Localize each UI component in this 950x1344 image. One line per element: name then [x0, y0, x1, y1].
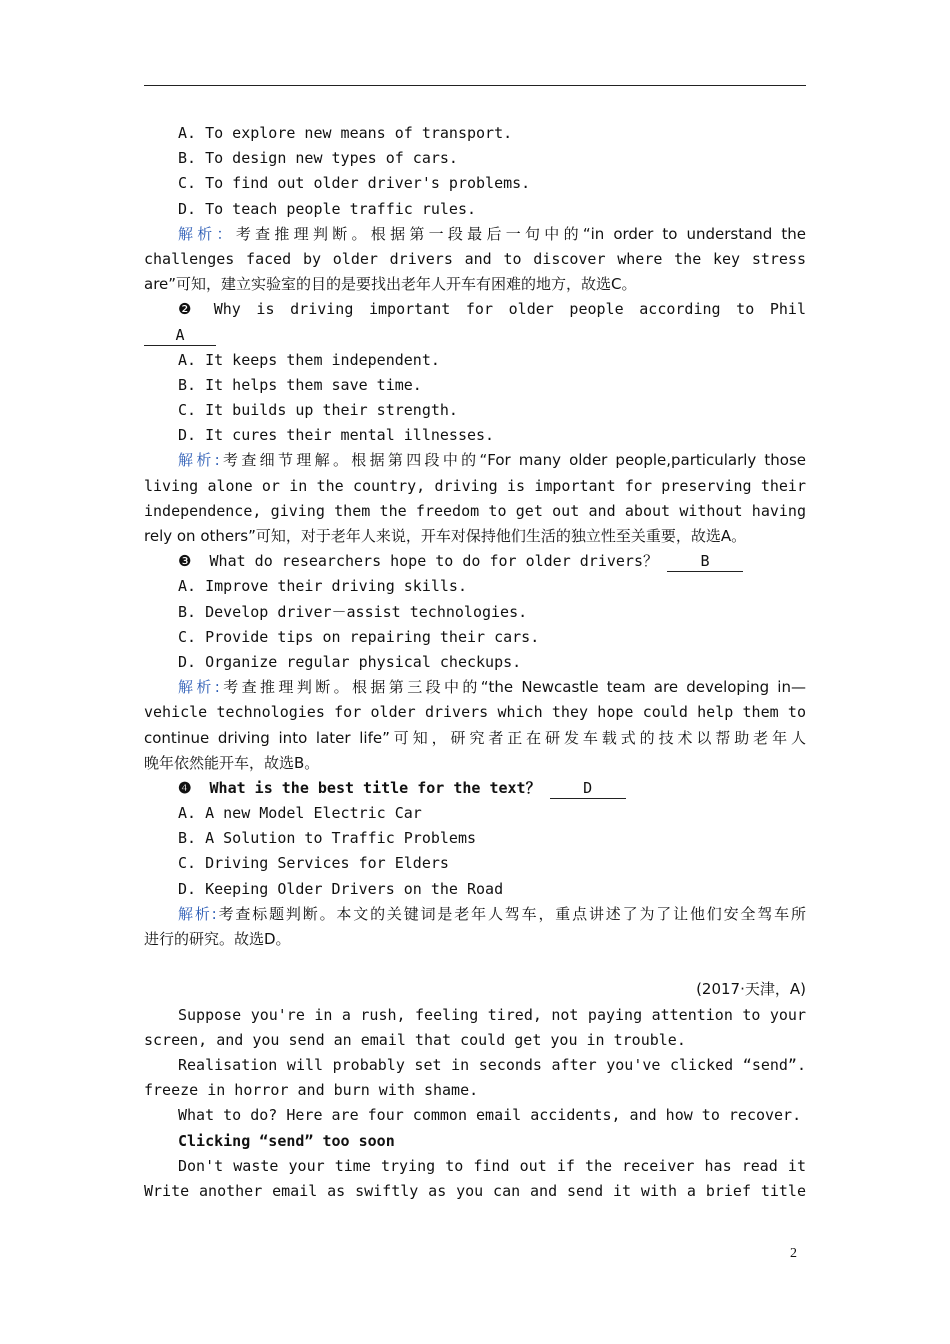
q1-option-b: B. To design new types of cars. [178, 149, 458, 168]
q3-option-a: A. Improve their driving skills. [178, 577, 467, 596]
q2-analysis-line-1 [144, 448, 806, 473]
passage-source: (2017·天津，A) [696, 980, 806, 999]
q1-analysis-line-3: are”可知，建立实验室的目的是要找出老年人开车有困难的地方，故选C。 [144, 275, 637, 294]
q2-answer: A [144, 326, 216, 346]
q1-analysis-line-1 [144, 222, 806, 247]
q1-analysis-line-2: challenges faced by older drivers and to discover where the key stress [144, 249, 806, 268]
passage2-line-1: Don't waste your time trying to find out if the receiver has read it [178, 1156, 806, 1175]
header-rule [144, 85, 806, 86]
q1-option-c: C. To find out older driver's problems. [178, 174, 531, 193]
q2-option-a: A. It keeps them independent. [178, 350, 440, 369]
q4-analysis-line-1 [144, 902, 806, 927]
q3-analysis-line-1 [144, 675, 806, 700]
q3-analysis-line-2: vehicle technologies for older drivers which they hope could help them to [144, 703, 806, 722]
q3-option-b: B. Develop driver－assist technologies. [178, 602, 528, 621]
section-spacer [144, 952, 806, 977]
q3-option-d: D. Organize regular physical checkups. [178, 652, 522, 671]
q4-question-line [144, 776, 806, 801]
q4-option-b: B. A Solution to Traffic Problems [178, 829, 477, 848]
q2-option-c: C. It builds up their strength. [178, 401, 458, 420]
q3-analysis-text: 考查推理判断。根据第三段中的“the Newcastle team are developing in— [219, 678, 806, 697]
q4-question: ❹ What is the best title for the text？ [178, 778, 541, 797]
q3-answer: B [667, 552, 743, 572]
q2-analysis-line-4: rely on others”可知，对于老年人来说，开车对保持他们生活的独立性至关重要，故选A。 [144, 527, 747, 545]
q2-analysis-line-2: living alone or in the country, driving is important for preserving their [144, 476, 806, 495]
q4-option-d: D. Keeping Older Drivers on the Road [178, 879, 504, 898]
q3-analysis-line-3: continue driving into later life”可知，研究者正在研发车载式的技术以帮助老年人 [144, 728, 806, 747]
q2-answer-line [144, 323, 806, 348]
q4-analysis-label: 解析: [178, 904, 217, 923]
q2-option-d: D. It cures their mental illnesses. [178, 426, 495, 445]
passage-line-3: Realisation will probably set in seconds after you've clicked “send”. [178, 1055, 806, 1074]
passage2-line-2: Write another email as swiftly as you can and send it with a brief title [144, 1181, 806, 1200]
q2-analysis-line-3: independence, giving them the freedom to get out and about without having [144, 501, 806, 520]
q4-option-a: A. A new Model Electric Car [178, 804, 422, 823]
q4-option-c: C. Driving Services for Elders [178, 854, 449, 873]
page-number: 2 [790, 1246, 797, 1261]
q4-analysis-line-2: 进行的研究。故选D。 [144, 930, 291, 948]
q2-analysis-text: 考查细节理解。根据第四段中的“For many older people,particularly those [219, 451, 806, 470]
passage-heading: Clicking “send” too soon [178, 1131, 395, 1150]
q1-analysis-text: 考查推理判断。根据第一段最后一句中的“in order to understand the [235, 224, 806, 243]
q1-option-d: D. To teach people traffic rules. [178, 199, 477, 218]
q2-question: ❷ Why is driving important for older people according to Phil [178, 300, 806, 319]
q2-option-b: B. It helps them save time. [178, 375, 422, 394]
q4-analysis-text: 考查标题判断。本文的关键词是老年人驾车，重点讲述了为了让他们安全驾车所 [216, 904, 806, 923]
q1-option-a: A. To explore new means of transport. [178, 124, 513, 142]
q3-question: ❸ What do researchers hope to do for older drivers？ [178, 552, 658, 571]
passage-line-1: Suppose you're in a rush, feeling tired, not paying attention to your [178, 1005, 806, 1024]
q1-analysis-label: 解析： [178, 224, 236, 243]
passage-line-4: freeze in horror and burn with shame. [144, 1081, 479, 1100]
passage-line-2: screen, and you send an email that could get you in trouble. [144, 1030, 686, 1049]
page-content [144, 121, 806, 1204]
q3-question-line [144, 549, 806, 574]
q3-option-c: C. Provide tips on repairing their cars. [178, 627, 540, 646]
q2-analysis-label: 解析: [178, 451, 220, 470]
q3-analysis-label: 解析: [178, 678, 220, 697]
q3-analysis-line-4: 晚年依然能开车，故选B。 [144, 753, 320, 772]
passage-line-5: What to do? Here are four common email accidents, and how to recover. [178, 1106, 802, 1125]
q4-answer: D [550, 779, 626, 799]
